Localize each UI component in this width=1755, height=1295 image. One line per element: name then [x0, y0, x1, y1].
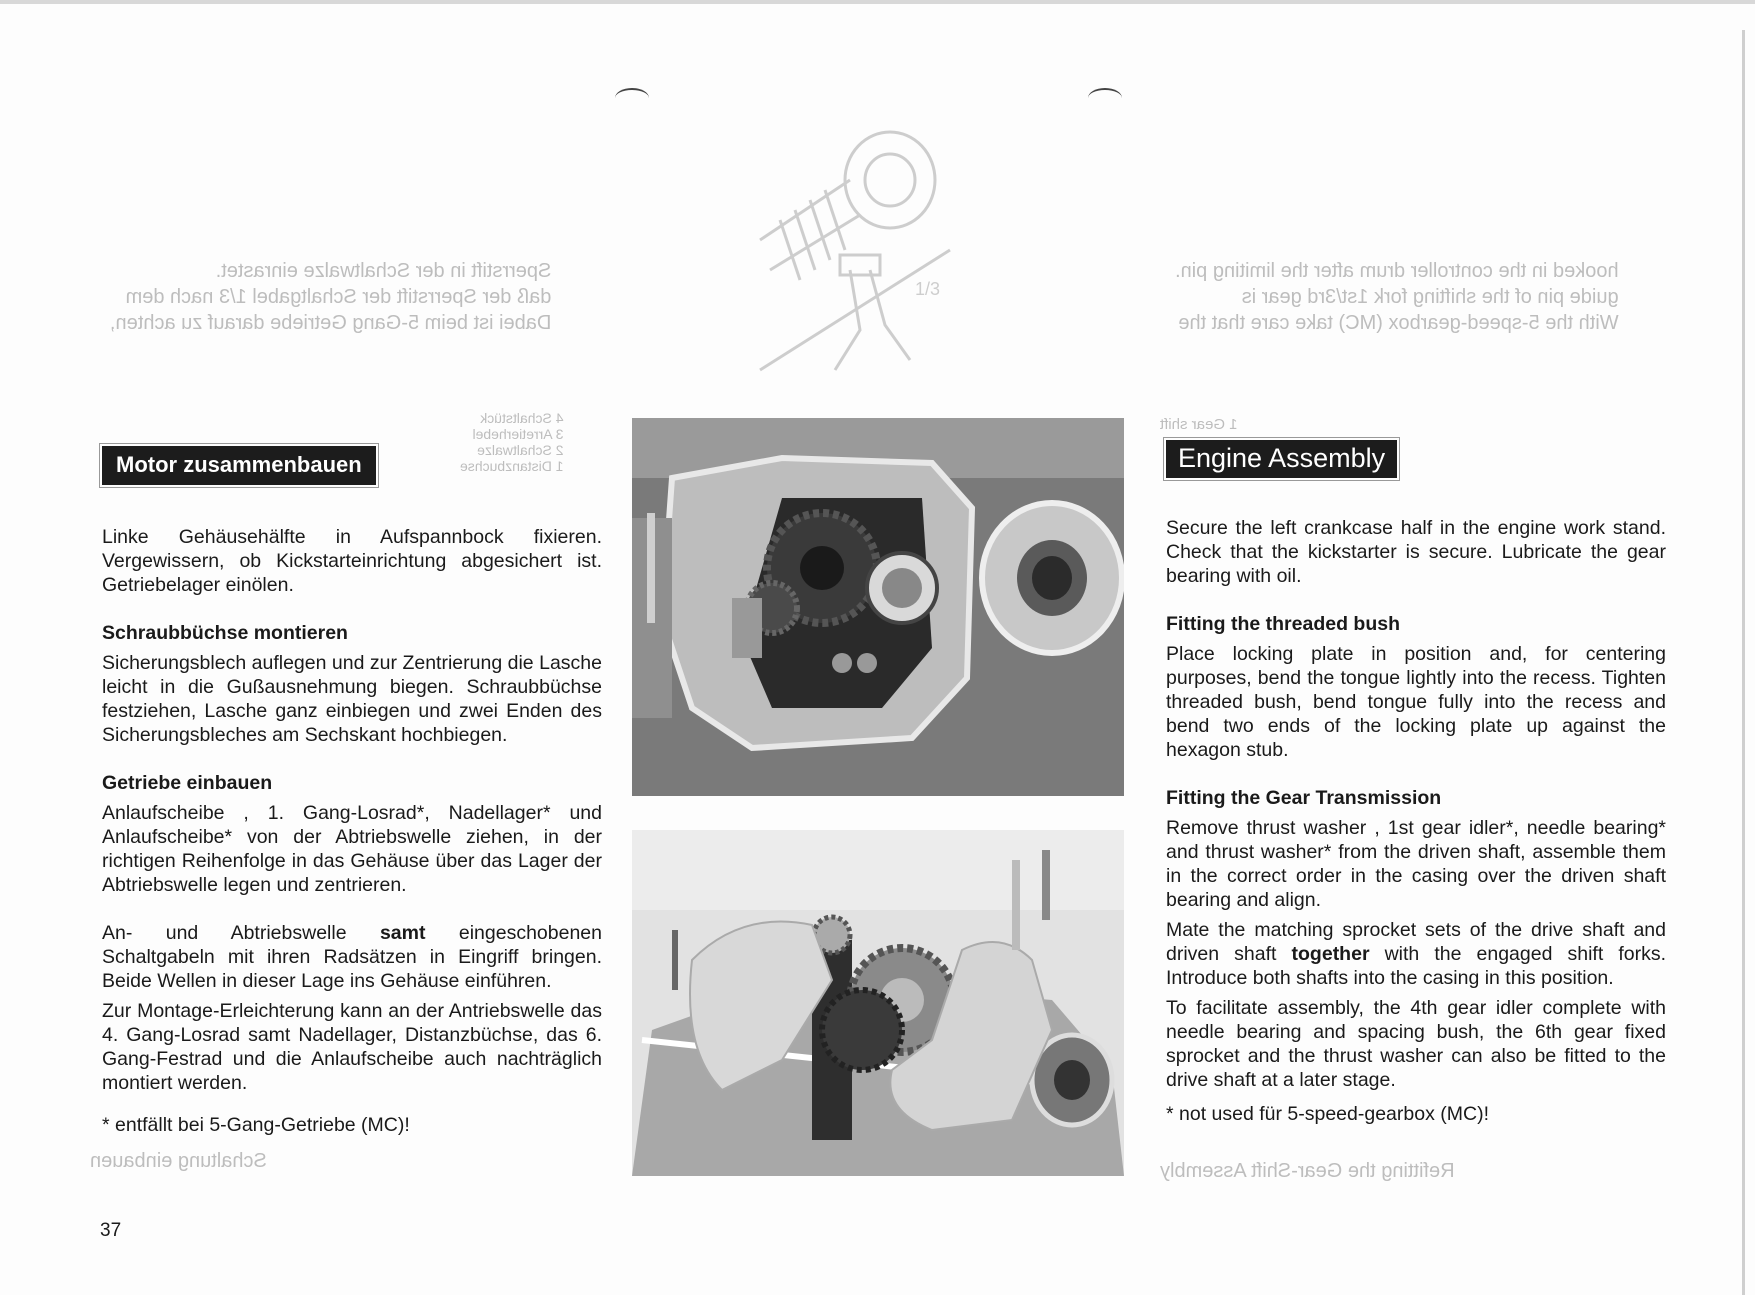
english-section2-text3: To facilitate assembly, the 4th gear idler complete with needle bearing and spacing bush, the 6th gear fixed sprocket and the thrust washer can also be fitted to the drive shaft at a later stage.: [1166, 997, 1666, 1091]
bleed-line: Dabei ist beim 5-Gang Getriebe darauf zu achten,: [110, 312, 552, 334]
bleed-through-text-top-right: [1175, 258, 1619, 336]
page-right-edge: [1742, 30, 1745, 1295]
german-section1-title: Schraubbüchse montieren: [102, 622, 348, 644]
bleed-line: 4 Schaltstück: [480, 410, 564, 426]
bleed-line: Sperrstift in der Schaltwalze einrastet.: [215, 260, 552, 282]
bleed-line: hooked in the controller drum after the limiting pin.: [1175, 260, 1619, 282]
bleed-through-figure-label: 1/3: [915, 279, 941, 299]
english-note: * not used für 5-speed-gearbox (MC)!: [1166, 1103, 1489, 1125]
english-intro: Secure the left crankcase half in the engine work stand. Check that the kickstarter is secure. Lubricate the gear bearing with oil.: [1166, 517, 1666, 587]
bleed-line: With the 5-speed-gearbox (MC) take care that the: [1178, 312, 1619, 334]
german-intro: Linke Gehäusehälfte in Aufspannbock fixieren. Vergewissern, ob Kickstarteinrichtung abgesichert ist. Getriebelager einölen.: [102, 526, 602, 596]
bold-text-run: samt: [379, 922, 426, 944]
german-column: [102, 446, 602, 1137]
text-run: with the engaged shift forks. Introduce both shafts into the casing in this position.: [1166, 943, 1666, 989]
bleed-through-heading-right: Refitting the Gear-Shift Assembly: [1160, 1160, 1455, 1182]
punch-hole-left: [615, 88, 649, 108]
german-note: * entfällt bei 5-Gang-Getriebe (MC)!: [102, 1114, 410, 1136]
punch-hole-right: [1088, 88, 1122, 108]
bleed-through-text-top-left: [110, 258, 551, 336]
bleed-line: guide pin of the shifting fork 1st/3rd gear is: [1241, 286, 1619, 308]
english-section1-text: Place locking plate in position and, for centering purposes, bend the tongue lightly into the recess. Tighten threaded bush, bend tongue fully into the recess and bend two ends of the locking plate up against the hexagon stub.: [1166, 643, 1666, 761]
bold-text-run: together: [1291, 943, 1370, 965]
german-heading: Motor zusammenbauen: [102, 446, 376, 485]
photo-inserting-gear-shafts: [632, 830, 1124, 1176]
german-section2-text3: Zur Montage-Erleichterung kann an der Antriebswelle das 4. Gang-Losrad samt Nadellager, Distanzbüchse, das 6. Gang-Festrad und die Anlaufscheibe auch nachträglich montiert werden.: [102, 1000, 602, 1094]
bleed-line: daß der Sperrstift der Schaltgabel 1/3 nach dem: [125, 286, 552, 308]
text-run: An- und Abtriebswelle: [102, 922, 380, 944]
german-section2-text1: Anlaufscheibe , 1. Gang-Losrad*, Nadellager* und Anlaufscheibe* von der Abtriebswelle ziehen, in der richtigen Reihenfolge in das Gehäuse über das Lager der Abtriebswelle legen und zentrieren.: [102, 802, 602, 896]
bleed-through-heading-left: Schaltung einbauen: [90, 1150, 267, 1172]
photo-crankcase-half: [632, 418, 1124, 796]
bleed-line: 2 Schaltwalze: [477, 442, 564, 458]
text-run: Mate the matching sprocket sets of the drive shaft and driven shaft: [1166, 919, 1666, 965]
bleed-line: 3 Arretierhebel: [472, 426, 564, 442]
bleed-through-illustration: [740, 120, 1000, 390]
german-section1-text: Sicherungsblech auflegen und zur Zentrierung die Lasche leicht in die Gußausnehmung biegen. Schraubbüchse festziehen, Lasche ganz einbiegen und zwei Enden des Sicherungsbleches am Sechskant hochbiegen.: [102, 652, 602, 746]
english-section2-text2: [1166, 918, 1666, 990]
german-section2-text2: [102, 921, 602, 993]
english-section1-title: Fitting the threaded bush: [1166, 613, 1400, 635]
english-section2-text1: Remove thrust washer , 1st gear idler*, needle bearing* and thrust washer* from the driven shaft, assemble them in the correct order in the casing over the driven shaft bearing and align.: [1166, 817, 1666, 911]
german-section2-title: Getriebe einbauen: [102, 772, 273, 794]
page-number: 37: [100, 1220, 122, 1241]
english-column: [1166, 443, 1666, 1126]
page-top-edge: [0, 0, 1755, 4]
text-run: eingeschobenen Schaltgabeln mit ihren Radsätzen in Eingriff bringen. Beide Wellen in dieser Lage ins Gehäuse einführen.: [102, 922, 603, 992]
english-section2-title: Fitting the Gear Transmission: [1166, 787, 1442, 809]
english-heading: Engine Assembly: [1166, 440, 1397, 478]
bleed-line: 1 Distanzbuchse: [460, 458, 564, 474]
bleed-through-legend-right: 1 Gear shift: [1160, 416, 1238, 433]
